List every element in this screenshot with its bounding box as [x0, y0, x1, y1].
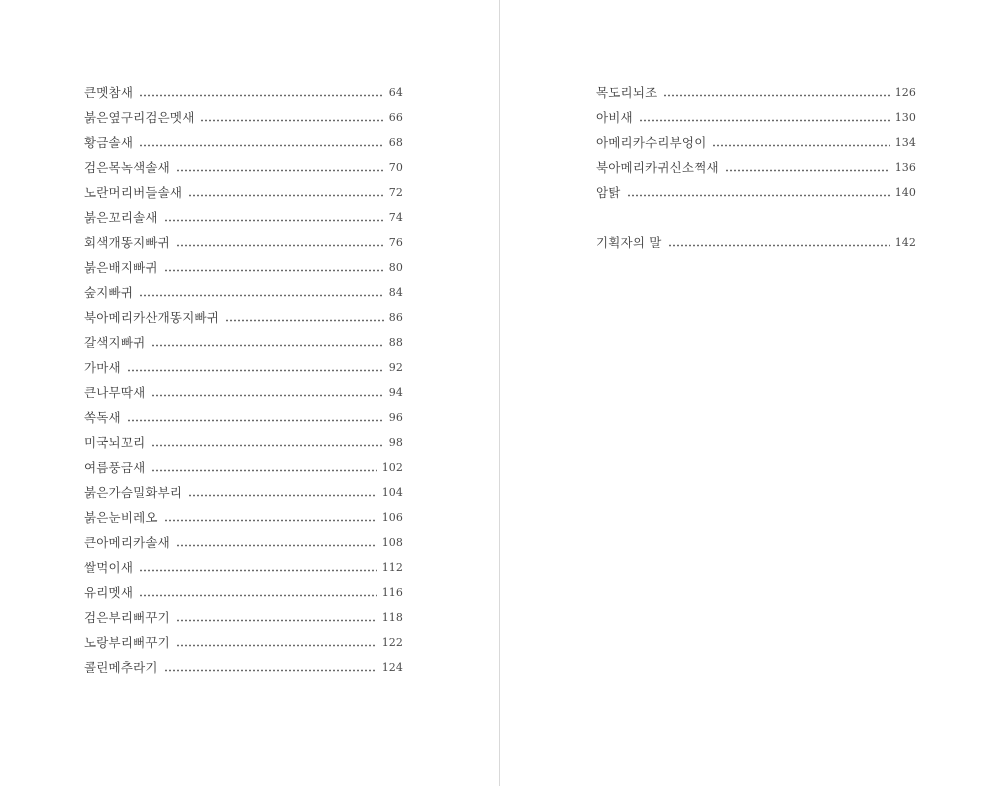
- toc-entry[interactable]: [84, 405, 403, 430]
- toc-entry[interactable]: [84, 380, 403, 405]
- dot-leader: [176, 535, 377, 547]
- dot-leader: [151, 385, 383, 397]
- toc-entry-page-number: 118: [381, 611, 403, 624]
- toc-entry-title: 회색개똥지빠귀: [84, 235, 170, 250]
- toc-entry[interactable]: [84, 505, 403, 530]
- dot-leader: [164, 210, 384, 222]
- toc-entry-title: 붉은꼬리솔새: [84, 210, 158, 225]
- toc-entry-page-number: 136: [894, 161, 916, 174]
- toc-entry-page-number: 102: [381, 461, 403, 474]
- toc-entry[interactable]: [596, 180, 916, 205]
- toc-entry-page-number: 94: [388, 386, 403, 399]
- dot-leader: [164, 660, 377, 672]
- toc-entry[interactable]: [596, 105, 916, 130]
- toc-entry[interactable]: [84, 130, 403, 155]
- toc-entry-page-number: 74: [388, 211, 403, 224]
- toc-entry-title: 쏙독새: [84, 410, 121, 425]
- toc-entry-title: 검은부리뻐꾸기: [84, 610, 170, 625]
- toc-entry[interactable]: [84, 230, 403, 255]
- dot-leader: [200, 110, 383, 122]
- toc-entry[interactable]: [596, 155, 916, 180]
- dot-leader: [176, 235, 384, 247]
- toc-entry-page-number: 76: [388, 236, 403, 249]
- toc-entry-page-number: 66: [388, 111, 403, 124]
- toc-entry[interactable]: [84, 605, 403, 630]
- dot-leader: [139, 560, 377, 572]
- toc-entry[interactable]: [84, 580, 403, 605]
- table-of-contents-left: [84, 80, 403, 680]
- toc-entry[interactable]: [84, 530, 403, 555]
- toc-entry-page-number: 130: [894, 111, 916, 124]
- dot-leader: [712, 135, 889, 147]
- dot-leader: [139, 585, 377, 597]
- toc-entry-title: 콜린메추라기: [84, 660, 158, 675]
- dot-leader: [139, 85, 384, 97]
- toc-entry-title: 노란머리버들솔새: [84, 185, 183, 200]
- toc-entry-title: 붉은가슴밀화부리: [84, 485, 183, 500]
- toc-entry-title: 암탉: [596, 185, 621, 200]
- dot-leader: [176, 610, 377, 622]
- toc-entry-page-number: 122: [381, 636, 403, 649]
- right-page: [500, 0, 999, 786]
- toc-entry[interactable]: [84, 430, 403, 455]
- toc-entry-page-number: 84: [388, 286, 403, 299]
- toc-entry[interactable]: [84, 655, 403, 680]
- dot-leader: [188, 485, 377, 497]
- toc-entry-title: 쌀먹이새: [84, 560, 134, 575]
- dot-leader: [663, 85, 889, 97]
- toc-entry-page-number: 96: [388, 411, 403, 424]
- toc-entry-title: 큰나무딱새: [84, 385, 146, 400]
- dot-leader: [188, 185, 384, 197]
- toc-entry[interactable]: [84, 205, 403, 230]
- toc-entry[interactable]: [84, 80, 403, 105]
- toc-entry[interactable]: [84, 280, 403, 305]
- toc-entry-title: 붉은배지빠귀: [84, 260, 158, 275]
- toc-entry-title: 붉은눈비레오: [84, 510, 158, 525]
- dot-leader: [176, 635, 377, 647]
- toc-entry-page-number: 104: [381, 486, 403, 499]
- toc-entry[interactable]: [84, 155, 403, 180]
- toc-entry-page-number: 70: [388, 161, 403, 174]
- dot-leader: [127, 410, 384, 422]
- toc-entry-afterword[interactable]: [596, 230, 916, 255]
- toc-entry[interactable]: [84, 305, 403, 330]
- toc-entry-page-number: 98: [388, 436, 403, 449]
- toc-entry-title: 유리멧새: [84, 585, 134, 600]
- table-of-contents-right: [596, 80, 916, 255]
- toc-entry-title: 기획자의 말: [596, 235, 662, 250]
- dot-leader: [225, 310, 384, 322]
- dot-leader: [151, 435, 383, 447]
- dot-leader: [151, 460, 376, 472]
- dot-leader: [164, 260, 384, 272]
- toc-entry-title: 목도리뇌조: [596, 85, 658, 100]
- toc-entry[interactable]: [84, 255, 403, 280]
- dot-leader: [725, 160, 890, 172]
- toc-entry-page-number: 134: [894, 136, 916, 149]
- toc-entry-page-number: 126: [894, 86, 916, 99]
- toc-entry-page-number: 140: [894, 186, 916, 199]
- toc-entry-page-number: 88: [388, 336, 403, 349]
- dot-leader: [164, 510, 377, 522]
- toc-entry-page-number: 112: [381, 561, 403, 574]
- dot-leader: [127, 360, 384, 372]
- toc-entry-page-number: 124: [381, 661, 403, 674]
- toc-entry[interactable]: [84, 480, 403, 505]
- toc-entry-title: 숲지빠귀: [84, 285, 134, 300]
- toc-entry[interactable]: [84, 330, 403, 355]
- toc-entry-page-number: 80: [388, 261, 403, 274]
- toc-entry-title: 북아메리카귀신소쩍새: [596, 160, 719, 175]
- toc-entry-title: 노랑부리뻐꾸기: [84, 635, 170, 650]
- toc-entry-page-number: 86: [388, 311, 403, 324]
- dot-leader: [151, 335, 383, 347]
- toc-entry-title: 가마새: [84, 360, 121, 375]
- toc-entry-title: 여름풍금새: [84, 460, 146, 475]
- toc-entry[interactable]: [84, 630, 403, 655]
- toc-entry-title: 미국뇌꼬리: [84, 435, 146, 450]
- toc-entry-title: 검은목녹색솔새: [84, 160, 170, 175]
- dot-leader: [176, 160, 384, 172]
- toc-entry[interactable]: [596, 80, 916, 105]
- toc-entry-page-number: 64: [388, 86, 403, 99]
- toc-entry-page-number: 116: [381, 586, 403, 599]
- toc-entry-page-number: 142: [894, 236, 916, 249]
- dot-leader: [639, 110, 890, 122]
- toc-entry-title: 갈색지빠귀: [84, 335, 146, 350]
- toc-entry-title: 황금솔새: [84, 135, 134, 150]
- dot-leader: [139, 135, 384, 147]
- dot-leader: [627, 185, 890, 197]
- toc-entry-title: 붉은옆구리검은멧새: [84, 110, 195, 125]
- toc-entry[interactable]: [84, 555, 403, 580]
- toc-entry-title: 아메리카수리부엉이: [596, 135, 707, 150]
- toc-entry-title: 큰멧참새: [84, 85, 134, 100]
- dot-leader: [668, 235, 890, 247]
- toc-entry-page-number: 68: [388, 136, 403, 149]
- toc-entry-title: 큰아메리카솔새: [84, 535, 170, 550]
- toc-entry[interactable]: [84, 455, 403, 480]
- toc-entry[interactable]: [84, 105, 403, 130]
- dot-leader: [139, 285, 384, 297]
- toc-entry-page-number: 92: [388, 361, 403, 374]
- toc-entry[interactable]: [596, 130, 916, 155]
- toc-entry-title: 북아메리카산개똥지빠귀: [84, 310, 220, 325]
- toc-entry-page-number: 106: [381, 511, 403, 524]
- toc-entry-page-number: 72: [388, 186, 403, 199]
- toc-entry[interactable]: [84, 355, 403, 380]
- left-page: [0, 0, 499, 786]
- toc-entry-page-number: 108: [381, 536, 403, 549]
- toc-entry[interactable]: [84, 180, 403, 205]
- toc-entry-title: 아비새: [596, 110, 633, 125]
